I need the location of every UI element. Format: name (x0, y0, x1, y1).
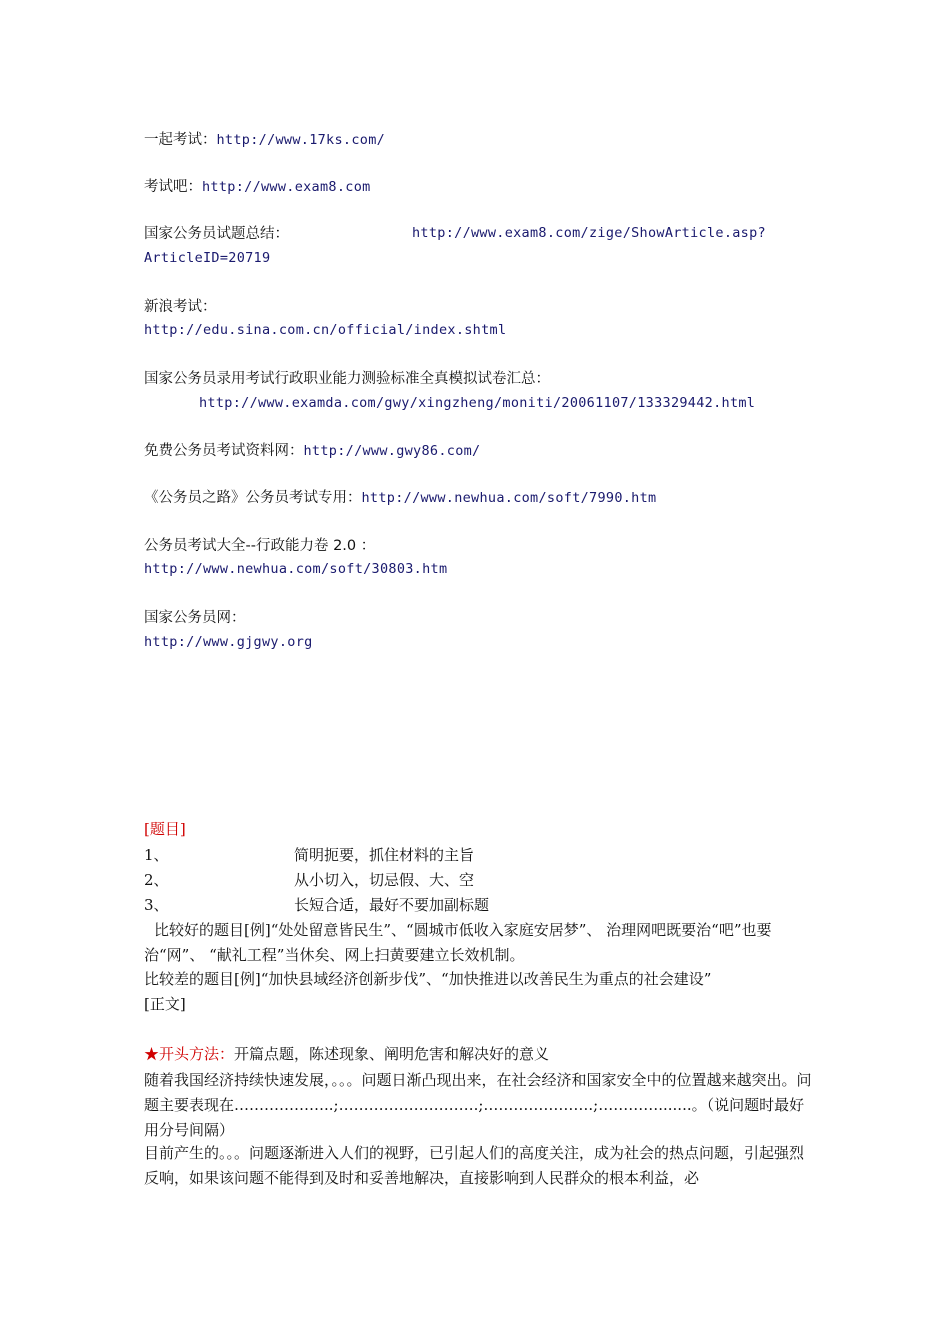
link-entry-examda (144, 367, 550, 388)
opening-star-label: ★开头方法： (144, 1045, 235, 1063)
link-url-newhua-30803[interactable] (144, 558, 447, 577)
opening-paragraph-1: 随着我国经济持续快速发展，。。。问题日渐凸现出来，在社会经济和国家安全中的位置越来越突出。问题主要表现在………………..;……………………….;………………….;………….......。（说问题时最好用分号间隔） (144, 1071, 812, 1139)
link-entry-sina (144, 295, 217, 316)
list-item-text: 从小切入，切忌假、大、空 (294, 871, 475, 889)
link-label: 国家公务员录用考试行政职业能力测验标准全真模拟试卷汇总： (144, 371, 550, 387)
link-label: 《公务员之路》公务员考试专用： (144, 490, 362, 506)
link-url[interactable]: http://www.exam8.com (202, 179, 371, 195)
link-label: 国家公务员网： (144, 610, 246, 626)
list-number: 3、 (144, 896, 169, 914)
link-label: 公务员考试大全--行政能力卷 2.0 ： (144, 538, 376, 554)
link-url[interactable]: http://www.newhua.com/soft/30803.htm (144, 561, 448, 577)
link-url[interactable]: http://www.exam8.com/zige/ShowArticle.asp? (412, 225, 766, 241)
opening-heading (144, 1043, 549, 1064)
link-entry-gjgwy (144, 606, 246, 627)
body-label: [正文] (144, 995, 186, 1013)
link-url[interactable]: http://www.17ks.com/ (216, 132, 386, 148)
link-entry-newhua-7990 (144, 486, 656, 507)
link-label: 一起考试： (144, 132, 217, 148)
link-entry-gwy86 (144, 439, 480, 460)
link-url-sina[interactable] (144, 319, 506, 338)
good-example-paragraph: 比较好的题目[例]“处处留意皆民生”、“圆城市低收入家庭安居梦”、 治理网吧既要治“吧”也要治“网”、 “献礼工程”当休矣、网上扫黄要建立长效机制。 (144, 921, 772, 964)
link-label: 新浪考试： (144, 299, 217, 315)
section-heading-title: [题目] (144, 820, 186, 838)
opening-heading-text: 开篇点题，陈述现象、阐明危害和解决好的意义 (234, 1045, 550, 1063)
opening-paragraph-2: 目前产生的。。。问题逐渐进入人们的视野，已引起人们的高度关注，成为社会的热点问题，引起强烈反响，如果该问题不能得到及时和妥善地解决，直接影响到人民群众的根本利益，必 (144, 1144, 805, 1187)
link-entry-exam8-article (144, 222, 289, 243)
list-item-text: 长短合适，最好不要加副标题 (294, 896, 490, 914)
link-label: 免费公务员考试资料网： (144, 443, 304, 459)
link-url[interactable]: http://www.newhua.com/soft/7990.htm (361, 490, 657, 506)
link-url-part2[interactable] (144, 247, 270, 266)
bad-example-paragraph: 比较差的题目[例]“加快县域经济创新步伐”、“加快推进以改善民生为重点的社会建设” (144, 970, 712, 988)
list-item (144, 844, 169, 865)
list-item-text: 简明扼要，抓住材料的主旨 (294, 846, 475, 864)
link-url-gjgwy[interactable] (144, 631, 313, 650)
link-url[interactable]: http://www.gjgwy.org (144, 634, 313, 650)
link-entry-exam8 (144, 175, 371, 196)
list-number: 2、 (144, 871, 169, 889)
list-item (144, 869, 169, 890)
link-entry-17ks (144, 128, 385, 149)
list-item (144, 894, 169, 915)
link-label: 国家公务员试题总结： (144, 226, 289, 242)
link-url-part1[interactable] (412, 222, 766, 241)
link-url[interactable]: http://www.gwy86.com/ (303, 443, 481, 459)
link-url[interactable]: http://edu.sina.com.cn/official/index.shtml (144, 322, 507, 338)
link-url-continued[interactable]: ArticleID=20719 (144, 250, 271, 266)
link-label: 考试吧： (144, 179, 202, 195)
link-entry-newhua-30803 (144, 534, 375, 555)
list-number: 1、 (144, 846, 169, 864)
link-url-examda[interactable] (199, 392, 755, 411)
link-url[interactable]: http://www.examda.com/gwy/xingzheng/moniti/20061107/133329442.html (199, 395, 756, 411)
